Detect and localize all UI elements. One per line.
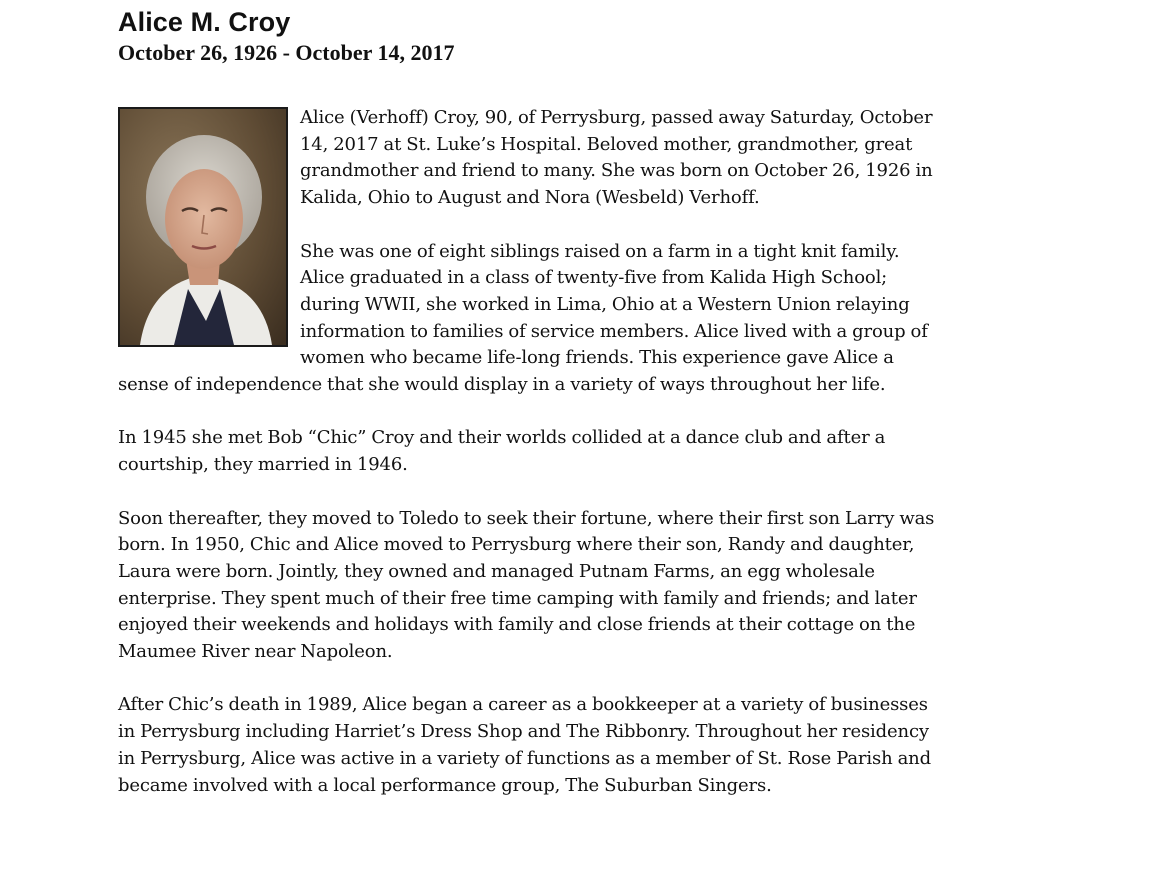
paragraph-4: Soon thereafter, they moved to Toledo to seek their fortune, where their first son Larry was born. In 1950, Chic and Alice moved to Perrysburg where their son, Randy and daughter, Laura were born. Jointly, they owned and managed Putnam Farms, an egg wholesale enterprise. They spent much of their free time camping with family and friends; and later enjoyed their weekends and holidays with family and close friends at their cottage on the Maumee River near Napoleon. bbox=[118, 507, 935, 663]
portrait-photo bbox=[118, 107, 288, 347]
paragraph-1: Alice (Verhoff) Croy, 90, of Perrysburg, passed away Saturday, October 14, 2017 at St. Luke’s Hospital. Beloved mother, grandmother, great grandmother and friend to many. She was born on October 26, 1926 in Kalida, Ohio to August and Nora (Wesbeld) Verhoff. bbox=[300, 107, 933, 209]
paragraph-3: In 1945 she met Bob “Chic” Croy and their worlds collided at a dance club and after a courtship, they married in 1946. bbox=[118, 427, 886, 476]
paragraph-2: She was one of eight siblings raised on a farm in a tight knit family. Alice graduated in a class of twenty-five from Kalida High School; during WWII, she worked in Lima, Ohio at a Western Union relaying information to families of service members. Alice lived with a group of women who became life-long friends. This experience gave Alice a sense of independence that she would display in a variety of ways throughout her life. bbox=[118, 240, 928, 396]
obituary-dates: October 26, 1926 - October 14, 2017 bbox=[118, 40, 455, 65]
portrait-illustration bbox=[120, 109, 286, 345]
obituary-name: Alice M. Croy bbox=[118, 7, 291, 37]
obituary-body bbox=[118, 105, 938, 799]
paragraph-5: After Chic’s death in 1989, Alice began a career as a bookkeeper at a variety of businesses in Perrysburg including Harriet’s Dress Shop and The Ribbonry. Throughout her residency in Perrysburg, Alice was active in a variety of functions as a member of St. Rose Parish and became involved with a local performance group, The Suburban Singers. bbox=[118, 694, 931, 796]
obituary-page bbox=[118, 6, 938, 826]
